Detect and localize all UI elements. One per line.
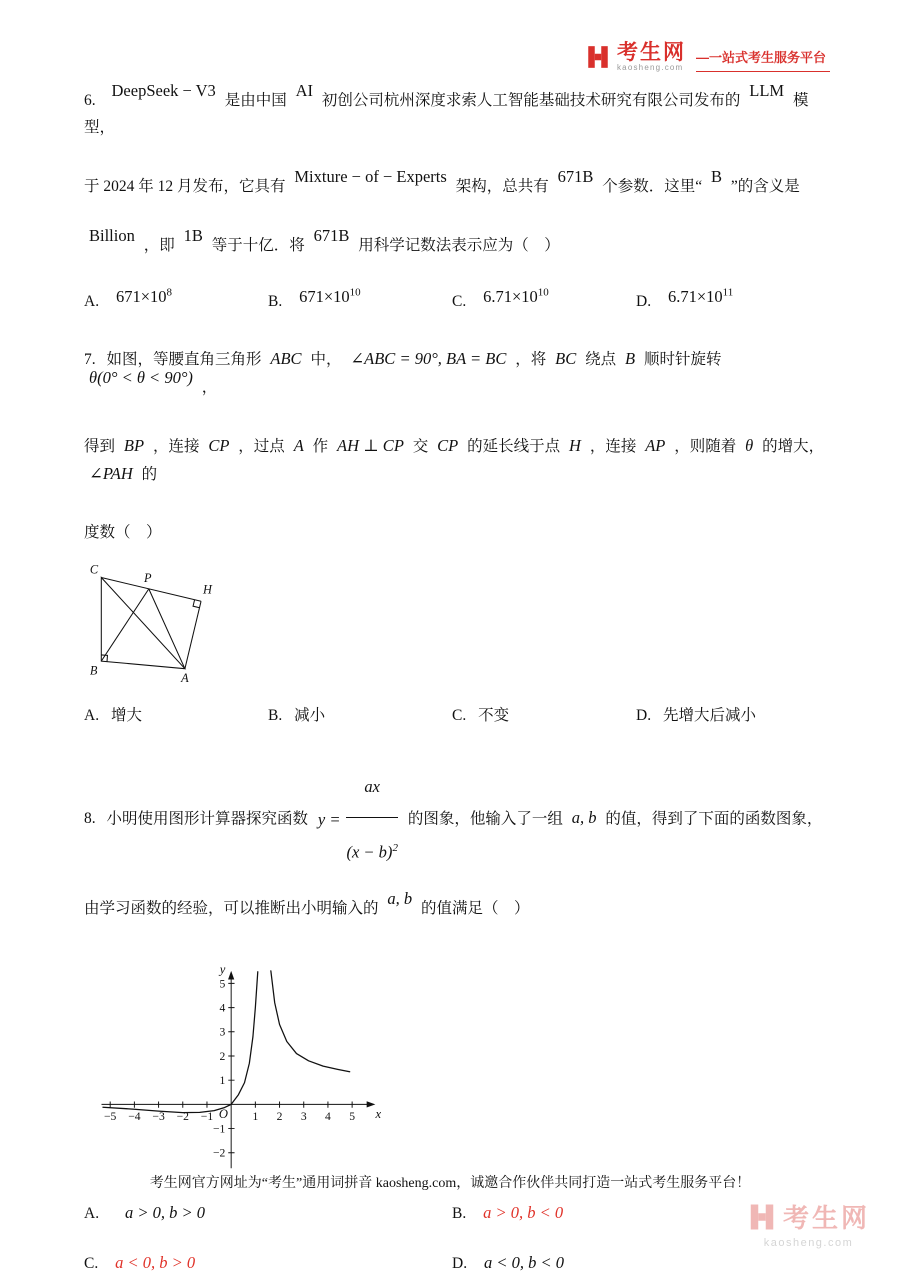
- kaosheng-logo-icon: [585, 44, 611, 70]
- text-fragment: 是由中国: [224, 92, 287, 110]
- text-fragment: 中，: [310, 350, 342, 368]
- q8-line-1: [84, 759, 830, 881]
- curve-right-branch: [271, 971, 350, 1072]
- option-base: 671×10: [115, 286, 167, 306]
- y-tick-label: 3: [219, 1026, 226, 1040]
- option-d: [452, 1253, 830, 1273]
- x-tick-label: −2: [176, 1110, 189, 1124]
- math-fragment: a, b: [387, 889, 413, 909]
- text-fragment: 初创公司杭州深度求索人工智能基础技术研究有限公司发布的: [321, 92, 741, 110]
- header-tagline: —一站式考生服务平台: [696, 47, 830, 72]
- text-fragment: ”的含义是: [730, 178, 800, 196]
- option-value: [483, 287, 549, 306]
- math-fragment: 671B: [557, 167, 594, 187]
- math-fragment: ABC: [270, 348, 302, 368]
- option-d: [636, 703, 756, 725]
- option-text: a < 0, b < 0: [483, 1253, 564, 1273]
- option-c: [452, 703, 636, 725]
- option-exponent: 10: [537, 286, 549, 299]
- x-tick-label: −1: [200, 1110, 214, 1124]
- text-fragment: ，则随着: [674, 437, 737, 455]
- text-fragment: 交: [412, 437, 429, 455]
- math-fragment: AI: [295, 81, 313, 101]
- text-fragment: 于 2024 年 12 月发布，它具有: [84, 178, 286, 196]
- option-letter: A.: [84, 706, 100, 724]
- option-letter: D.: [452, 1255, 468, 1273]
- option-letter: D.: [636, 292, 652, 310]
- x-tick-label: 1: [252, 1110, 259, 1124]
- math-fragment: AP: [645, 435, 666, 455]
- text-fragment: ，过点: [238, 437, 285, 455]
- text-fragment: 等于十亿．将: [211, 237, 305, 255]
- watermark-brand: 考生网: [782, 1203, 870, 1233]
- x-tick-label: 5: [349, 1110, 356, 1124]
- watermark-domain: kaosheng.com: [763, 1237, 854, 1249]
- option-b: [268, 703, 452, 725]
- option-letter: C.: [452, 706, 467, 724]
- q6-line-2: [84, 167, 830, 200]
- text-fragment: ，连接: [589, 437, 637, 455]
- option-letter: D.: [636, 706, 652, 724]
- text-fragment: 由学习函数的经验，可以推断出小明输入的: [84, 900, 379, 918]
- denominator-base: (x − b): [346, 842, 393, 862]
- y-tick-label: 5: [219, 977, 226, 991]
- question-7: [84, 345, 830, 725]
- option-c: [84, 1253, 452, 1273]
- math-fragment: Billion: [89, 226, 135, 246]
- option-text: a > 0, b > 0: [124, 1203, 205, 1223]
- x-tick-label: −4: [128, 1110, 141, 1124]
- y-axis-arrow: [228, 971, 234, 980]
- option-exponent: 8: [166, 286, 173, 299]
- question-number: 7.: [84, 350, 96, 368]
- brand-domain: kaosheng.com: [616, 63, 684, 73]
- math-fragment: θ(0° < θ < 90°): [89, 367, 193, 387]
- fraction: [346, 759, 397, 881]
- math-fragment: ∠PAH: [89, 463, 133, 483]
- y-tick-label: −1: [212, 1122, 226, 1136]
- option-exponent: 11: [722, 286, 734, 299]
- option-letter: A.: [84, 1205, 100, 1223]
- text-fragment: 顺时针旋转: [643, 350, 722, 368]
- y-tick-label: 4: [219, 1001, 226, 1015]
- option-letter: C.: [452, 292, 467, 310]
- option-d: [636, 286, 738, 311]
- question-6: [84, 81, 830, 311]
- math-fragment: CP: [437, 435, 459, 455]
- text-fragment: ，将: [515, 350, 547, 368]
- option-letter: B.: [268, 292, 283, 310]
- x-axis-arrow: [367, 1102, 376, 1108]
- watermark: [747, 1198, 870, 1249]
- x-tick-label: 2: [276, 1110, 283, 1124]
- question-number: 8.: [84, 810, 96, 828]
- option-text: a > 0, b < 0: [483, 1203, 564, 1223]
- math-fragment: BC: [555, 348, 577, 368]
- point-label-p: P: [144, 571, 152, 586]
- math-fragment: Mixture − of − Experts: [294, 167, 447, 187]
- text-fragment: 作: [312, 437, 329, 455]
- option-text: 减小: [294, 706, 326, 724]
- segment-ap: [149, 589, 185, 669]
- brand-block: [617, 42, 686, 72]
- q6-line-3: [84, 226, 830, 259]
- q7-line-1: [84, 345, 830, 401]
- q8-line-2: [84, 889, 830, 922]
- option-value: [668, 287, 733, 306]
- x-tick-label: 3: [300, 1110, 307, 1124]
- option-base: 6.71×10: [667, 286, 723, 306]
- text-fragment: 度数（ ）: [84, 523, 162, 541]
- fraction-denominator: [346, 818, 397, 881]
- math-fragment: LLM: [749, 81, 785, 101]
- fraction-numerator: ax: [346, 759, 397, 818]
- math-fragment: 1B: [183, 226, 203, 246]
- y-tick-label: 2: [219, 1050, 226, 1064]
- text-fragment: 的: [141, 465, 158, 483]
- text-fragment: 的增大，: [762, 437, 825, 455]
- text-fragment: 模型，: [84, 92, 809, 137]
- math-fragment: B: [710, 167, 722, 187]
- page-footer: 考生网官方网址为“考生”通用词拼音 kaosheng.com，诚邀合作伙伴共同打造一站式考生服务平台！: [149, 1176, 751, 1191]
- q7-line-3: [84, 519, 830, 546]
- option-base: 671×10: [299, 286, 350, 306]
- math-fragment: A: [293, 435, 304, 455]
- formula-lhs: y =: [317, 809, 341, 829]
- text-fragment: 个参数．这里“: [602, 178, 703, 196]
- math-fragment: a, b: [571, 808, 597, 828]
- origin-label: O: [218, 1107, 228, 1122]
- text-fragment: 的延长线于点: [467, 437, 561, 455]
- triangle-abc: [101, 577, 185, 668]
- math-fragment: DeepSeek − V3: [111, 81, 216, 101]
- text-fragment: 用科学记数法表示应为（ ）: [358, 237, 560, 255]
- q6-line-1: [84, 81, 830, 141]
- text-fragment: 的图象，他输入了一组: [407, 810, 563, 828]
- option-value: [299, 287, 361, 306]
- option-text: 不变: [478, 706, 510, 724]
- brand-name: 考生网: [616, 41, 686, 64]
- watermark-row: [747, 1198, 870, 1235]
- point-label-a: A: [181, 670, 189, 685]
- text-fragment: 的值满足（ ）: [421, 900, 530, 918]
- x-tick-label: −5: [104, 1110, 117, 1124]
- option-b: [268, 286, 452, 311]
- text-fragment: ，连接: [152, 437, 200, 455]
- question-number: 6.: [84, 92, 96, 110]
- option-letter: C.: [84, 1255, 99, 1273]
- q8-options: [84, 1203, 830, 1273]
- y-axis-label: y: [219, 963, 226, 978]
- option-text: 先增大后减小: [662, 706, 756, 724]
- option-letter: B.: [452, 1205, 467, 1223]
- option-value: [116, 287, 172, 306]
- point-label-h: H: [202, 582, 212, 597]
- option-a: [84, 703, 268, 725]
- text-fragment: 小明使用图形计算器探究函数: [106, 810, 309, 828]
- math-fragment: θ: [745, 435, 754, 455]
- point-label-b: B: [89, 663, 98, 678]
- text-fragment: 绕点: [585, 350, 617, 368]
- x-tick-label: −3: [152, 1110, 165, 1124]
- math-fragment: 671B: [313, 226, 350, 246]
- x-tick-label: 4: [325, 1110, 331, 1124]
- denominator-exponent: 2: [392, 841, 398, 854]
- math-fragment: AH ⊥ CP: [337, 435, 404, 455]
- question-8: [84, 759, 830, 1273]
- segment-bp: [101, 589, 149, 661]
- math-fragment: H: [569, 435, 581, 455]
- y-tick-label: 1: [219, 1074, 226, 1088]
- x-axis-label: x: [375, 1107, 382, 1122]
- math-fragment: BP: [123, 435, 145, 455]
- math-fragment: B: [625, 348, 636, 368]
- option-a: [84, 286, 268, 311]
- curve-left-branch: [103, 972, 258, 1113]
- point-label-c: C: [89, 562, 99, 577]
- math-fragment: ∠ABC = 90°, BA = BC: [350, 348, 507, 368]
- math-fragment: CP: [208, 435, 230, 455]
- option-a: [84, 1203, 452, 1223]
- kaosheng-logo: [585, 42, 686, 72]
- option-exponent: 10: [349, 286, 361, 299]
- q7-options: [84, 703, 830, 725]
- text-fragment: ，: [201, 378, 218, 396]
- option-c: [452, 286, 636, 311]
- option-text: 增大: [110, 706, 142, 724]
- text-fragment: 架构，总共有: [455, 178, 549, 196]
- q8-graph: [86, 959, 386, 1182]
- function-formula: [318, 759, 398, 881]
- text-fragment: ，即: [143, 237, 175, 255]
- option-base: 6.71×10: [483, 286, 538, 306]
- text-fragment: 如图，等腰直角三角形: [106, 350, 262, 368]
- kaosheng-watermark-icon: [747, 1202, 777, 1232]
- q6-options: [84, 286, 830, 311]
- text-fragment: 得到: [84, 437, 116, 455]
- q7-line-2: [84, 432, 830, 488]
- site-header: [84, 42, 830, 72]
- y-tick-label: −2: [212, 1147, 226, 1161]
- q7-figure: [88, 562, 240, 688]
- text-fragment: 的值，得到了下面的函数图象，: [605, 810, 823, 828]
- segment-ah: [185, 601, 201, 668]
- option-text: a < 0, b > 0: [115, 1253, 196, 1273]
- option-letter: A.: [84, 292, 100, 310]
- option-letter: B.: [268, 706, 283, 724]
